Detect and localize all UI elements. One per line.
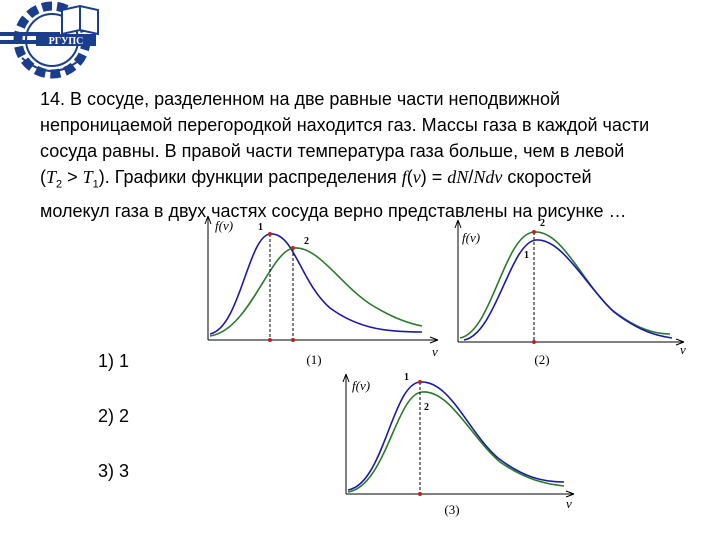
rgups-logo bbox=[0, 0, 110, 90]
graph-1 bbox=[200, 212, 450, 372]
question-line: молекул газа в двух частях сосуда верно представлены на рисунке … bbox=[40, 200, 627, 221]
question-line: 14. В сосуде, разделенном на две равные части неподвижной bbox=[40, 89, 561, 109]
answer-option-1[interactable]: 1) 1 bbox=[98, 351, 130, 371]
curve-1-label: 1 bbox=[524, 250, 529, 261]
x-axis-label: v bbox=[680, 342, 686, 357]
graph-caption: (2) bbox=[534, 352, 550, 367]
y-axis-label: f(v) bbox=[215, 218, 234, 233]
curve-1-label: 1 bbox=[258, 222, 263, 233]
graph-caption: (1) bbox=[306, 352, 322, 367]
x-axis-label: v bbox=[432, 344, 438, 359]
y-axis-label: f(v) bbox=[462, 230, 481, 245]
curve-2-label: 2 bbox=[424, 402, 429, 413]
y-axis-label: f(v) bbox=[352, 378, 371, 393]
curve-2-label: 2 bbox=[304, 236, 309, 247]
curve-1 bbox=[348, 382, 564, 490]
curve-2-label: 2 bbox=[540, 218, 545, 229]
answer-option-2[interactable]: 2) 2 bbox=[98, 406, 130, 426]
book-icon bbox=[62, 6, 98, 34]
question-line: непроницаемой перегородкой находится газ. Массы газа в каждой части bbox=[40, 115, 650, 135]
curve-2 bbox=[460, 232, 670, 338]
answer-option-3[interactable]: 3) 3 bbox=[98, 461, 130, 481]
graph-3 bbox=[338, 368, 588, 528]
curve-1 bbox=[210, 234, 422, 334]
question-line: сосуда равны. В правой части температура газа больше, чем в левой bbox=[40, 141, 625, 161]
graph-caption: (3) bbox=[444, 502, 460, 517]
answer-list bbox=[98, 348, 129, 513]
question-text bbox=[40, 86, 700, 224]
curve-1-label: 1 bbox=[404, 372, 409, 383]
x-axis-label: v bbox=[566, 496, 572, 511]
question-line: $(T_2 > T_1)$. Графики функции распределения f(v) = dN/Ndv скоростей bbox=[40, 167, 592, 191]
logo-text: РГУПС bbox=[48, 36, 84, 47]
graph-2 bbox=[452, 212, 702, 372]
